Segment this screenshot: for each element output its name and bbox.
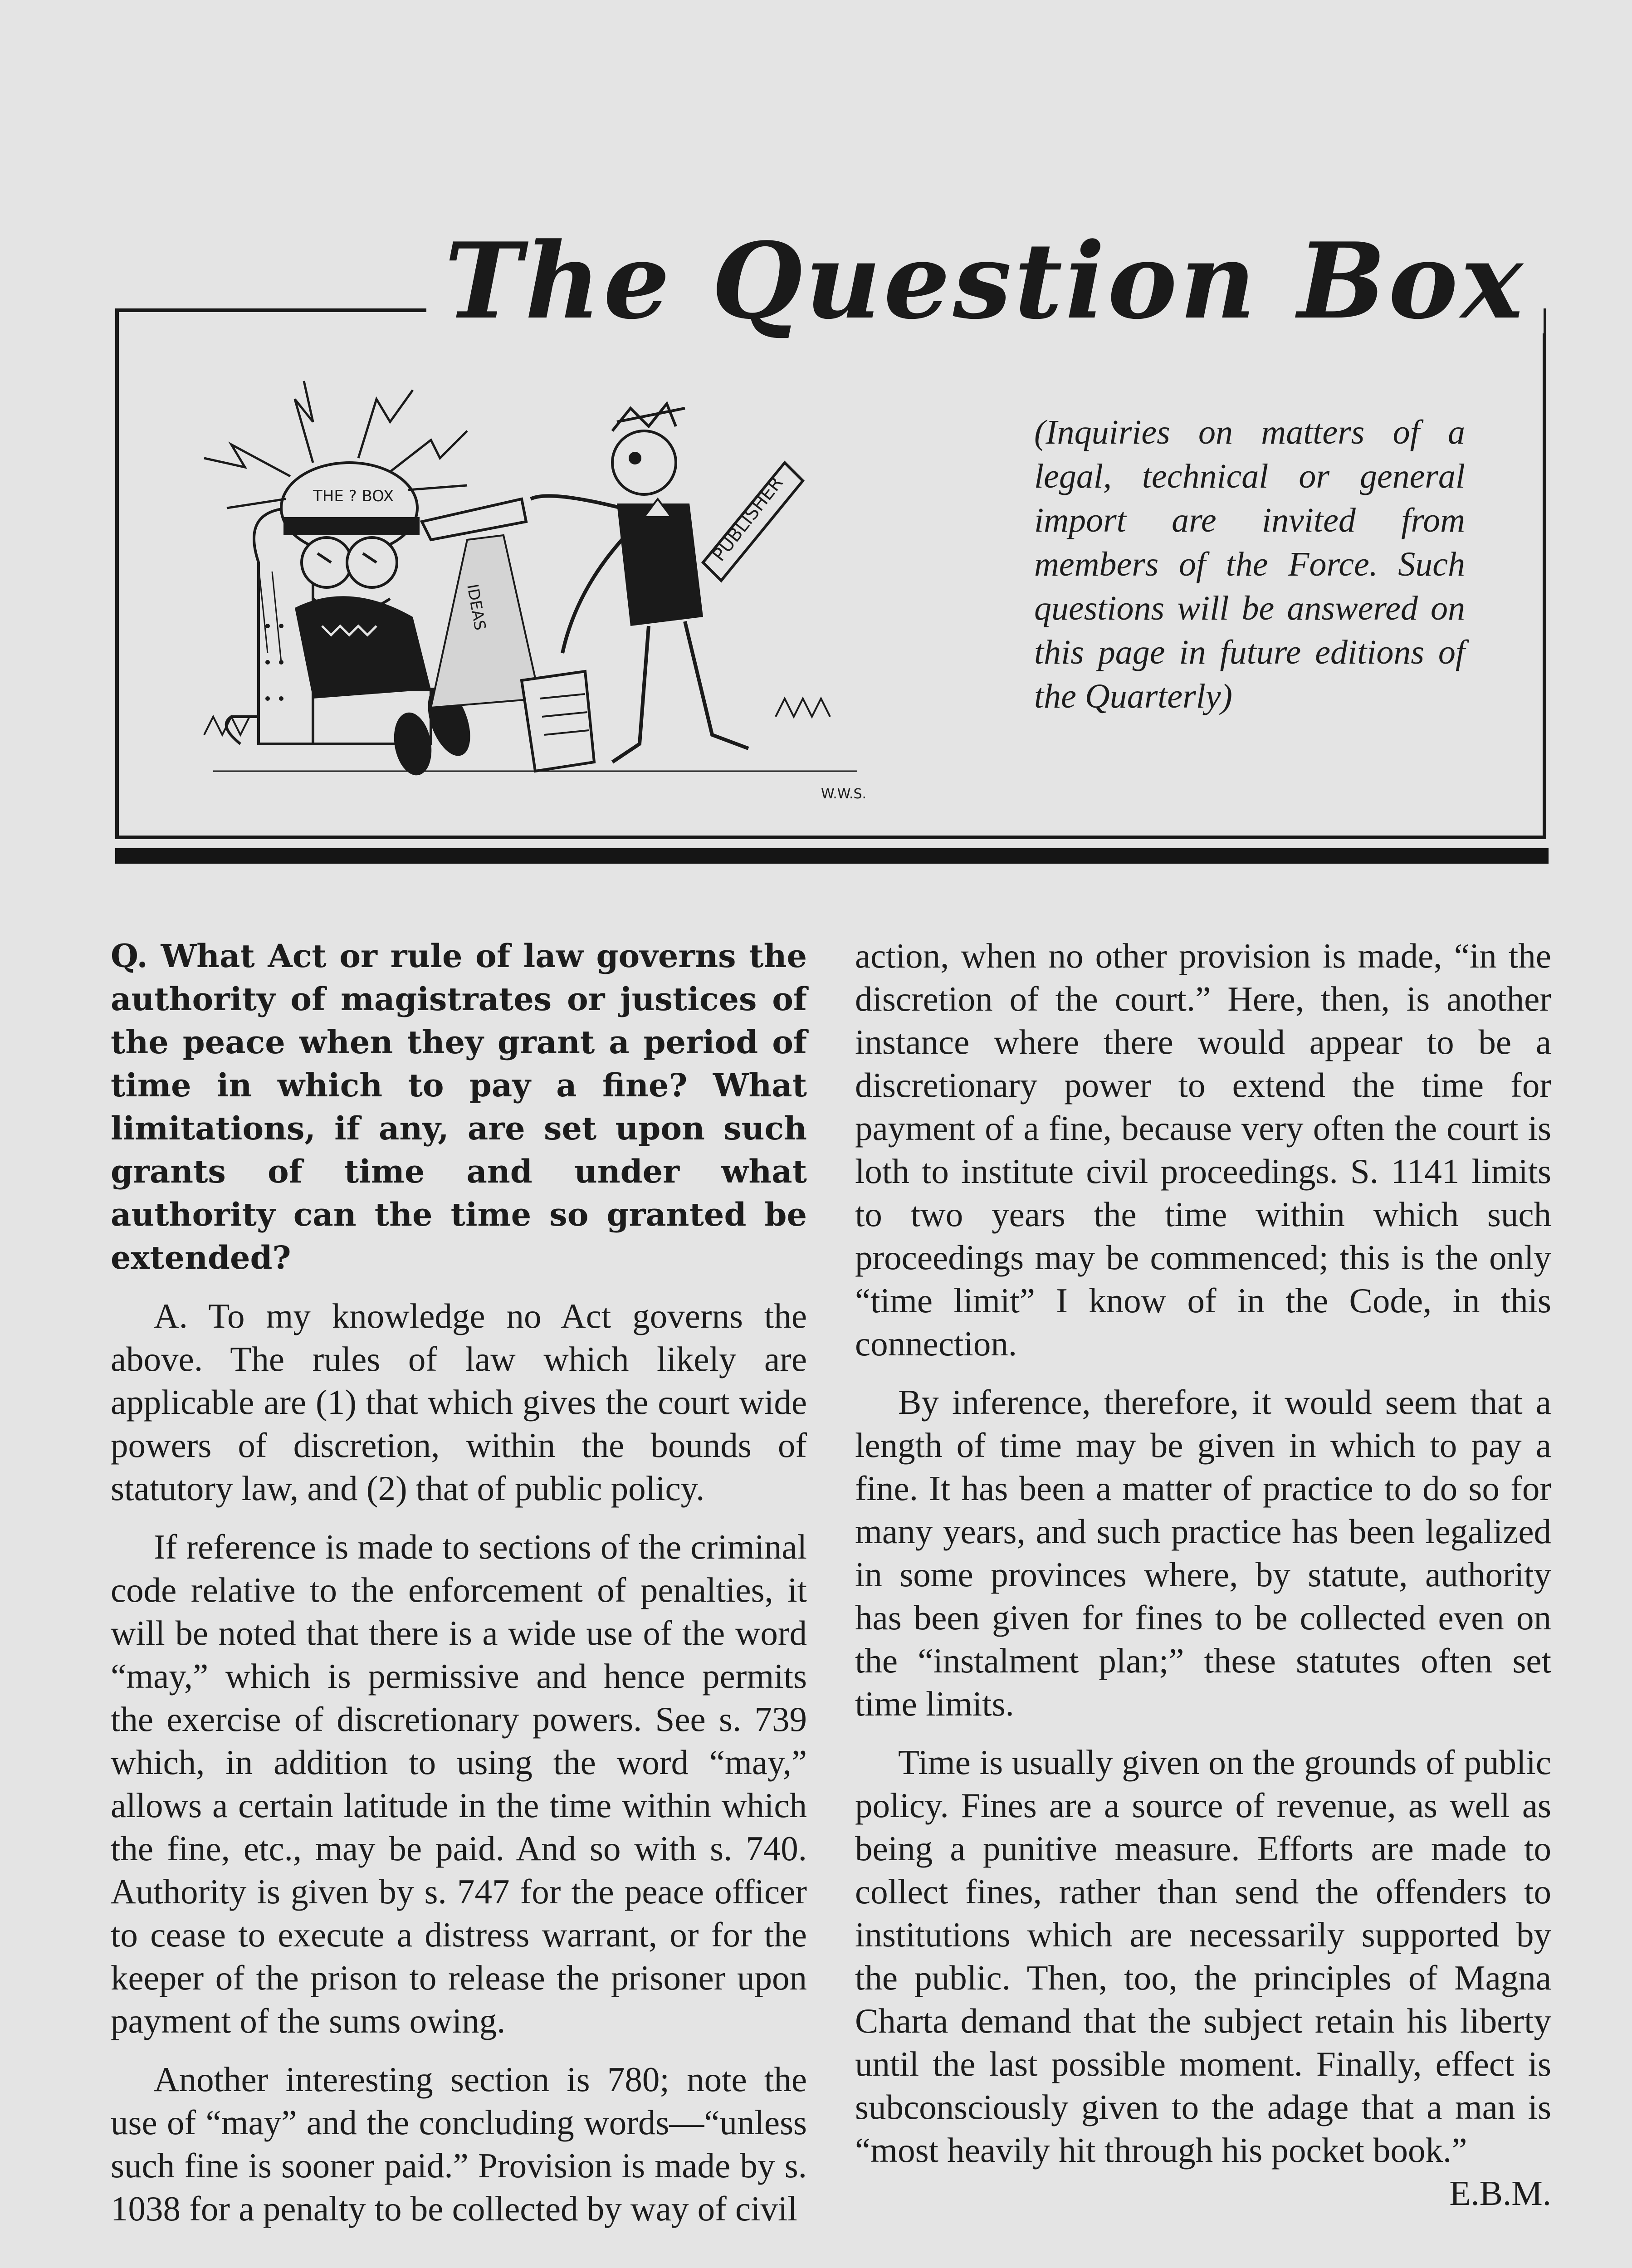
- artist-initials: W.W.S.: [821, 786, 867, 802]
- answer-paragraph: A. To my knowledge no Act governs the above. The rules of law which likely are applicable are (1) that which gives the court wide powers of discretion, within the bounds of statutory law, and (2) that of public policy.: [111, 1296, 807, 1508]
- question-text: Q. What Act or rule of law governs the authority of magistrates or justices of the peace when they grant a period of time in which to pay a fine? What limitations, if any, are set upon such grants of time and under what authority can the time so granted be extended?: [111, 937, 807, 1276]
- cartoon-illustration: [177, 372, 948, 816]
- sign-label: PUBLISHER: [708, 472, 787, 566]
- continued-paragraph: action, when no other provision is made, “in the discretion of the court.” Here, then, is another instance where there would appear to be a discretionary power to extend the time for payment of a fine, because very often the court is loth to institute civil proceedings. S. 1141 limits to two years the time within which such proceedings may be commenced; this is the only “time limit” I know of in the Code, in this connection.: [855, 936, 1551, 1363]
- body-paragraph: [855, 1741, 1551, 2213]
- helmet-label: THE ? BOX: [313, 487, 394, 505]
- body-paragraph: If reference is made to sections of the criminal code relative to the enforcement of penalties, it will be noted that there is a wide use of the word “may,” which is permissive and hence permits the exercise of discretionary powers. See s. 739 which, in addition to using the word “may,” allows a certain latitude in the time within which the fine, etc., may be paid. And so with s. 740. Authority is given by s. 747 for the peace officer to cease to execute a distress warrant, or for the keeper of the prison to release the prisoner upon payment of the sums owing.: [111, 1527, 807, 2040]
- left-column: [111, 934, 807, 2246]
- intro-note: (Inquiries on matters of a legal, technical or general import are invited from members of the Force. Such questions will be answered on this page in future editions of the Quarterly): [1034, 413, 1465, 715]
- right-column: [855, 934, 1551, 2215]
- body-paragraph: Another interesting section is 780; note the use of “may” and the concluding words—“unless such fine is sooner paid.” Provision is made by s. 1038 for a penalty to be collected by way of civil: [111, 2060, 807, 2228]
- funnel-label: IDEAS: [463, 582, 489, 632]
- author-signature: E.B.M.: [1449, 2174, 1551, 2213]
- section-divider: [115, 848, 1549, 864]
- closing-text: Time is usually given on the grounds of public policy. Fines are a source of revenue, as well as being a punitive measure. Efforts are made to collect fines, rather than send the offenders to institutions which are necessarily supported by the public. Then, too, the principles of Magna Charta demand that the subject retain his liberty until the last possible moment. Finally, effect is subconsciously given to the adage that a man is “most heavily hit through his pocket book.”: [855, 1743, 1551, 2170]
- body-paragraph: By inference, therefore, it would seem that a length of time may be given in which to pay a fine. It has been a matter of practice to do so for many years, and such practice has been legalized in some provinces where, by statute, authority has been given for fines to be collected even on the “instalment plan;” these statutes often set time limits.: [855, 1383, 1551, 1723]
- page-title: The Question Box: [426, 229, 1544, 333]
